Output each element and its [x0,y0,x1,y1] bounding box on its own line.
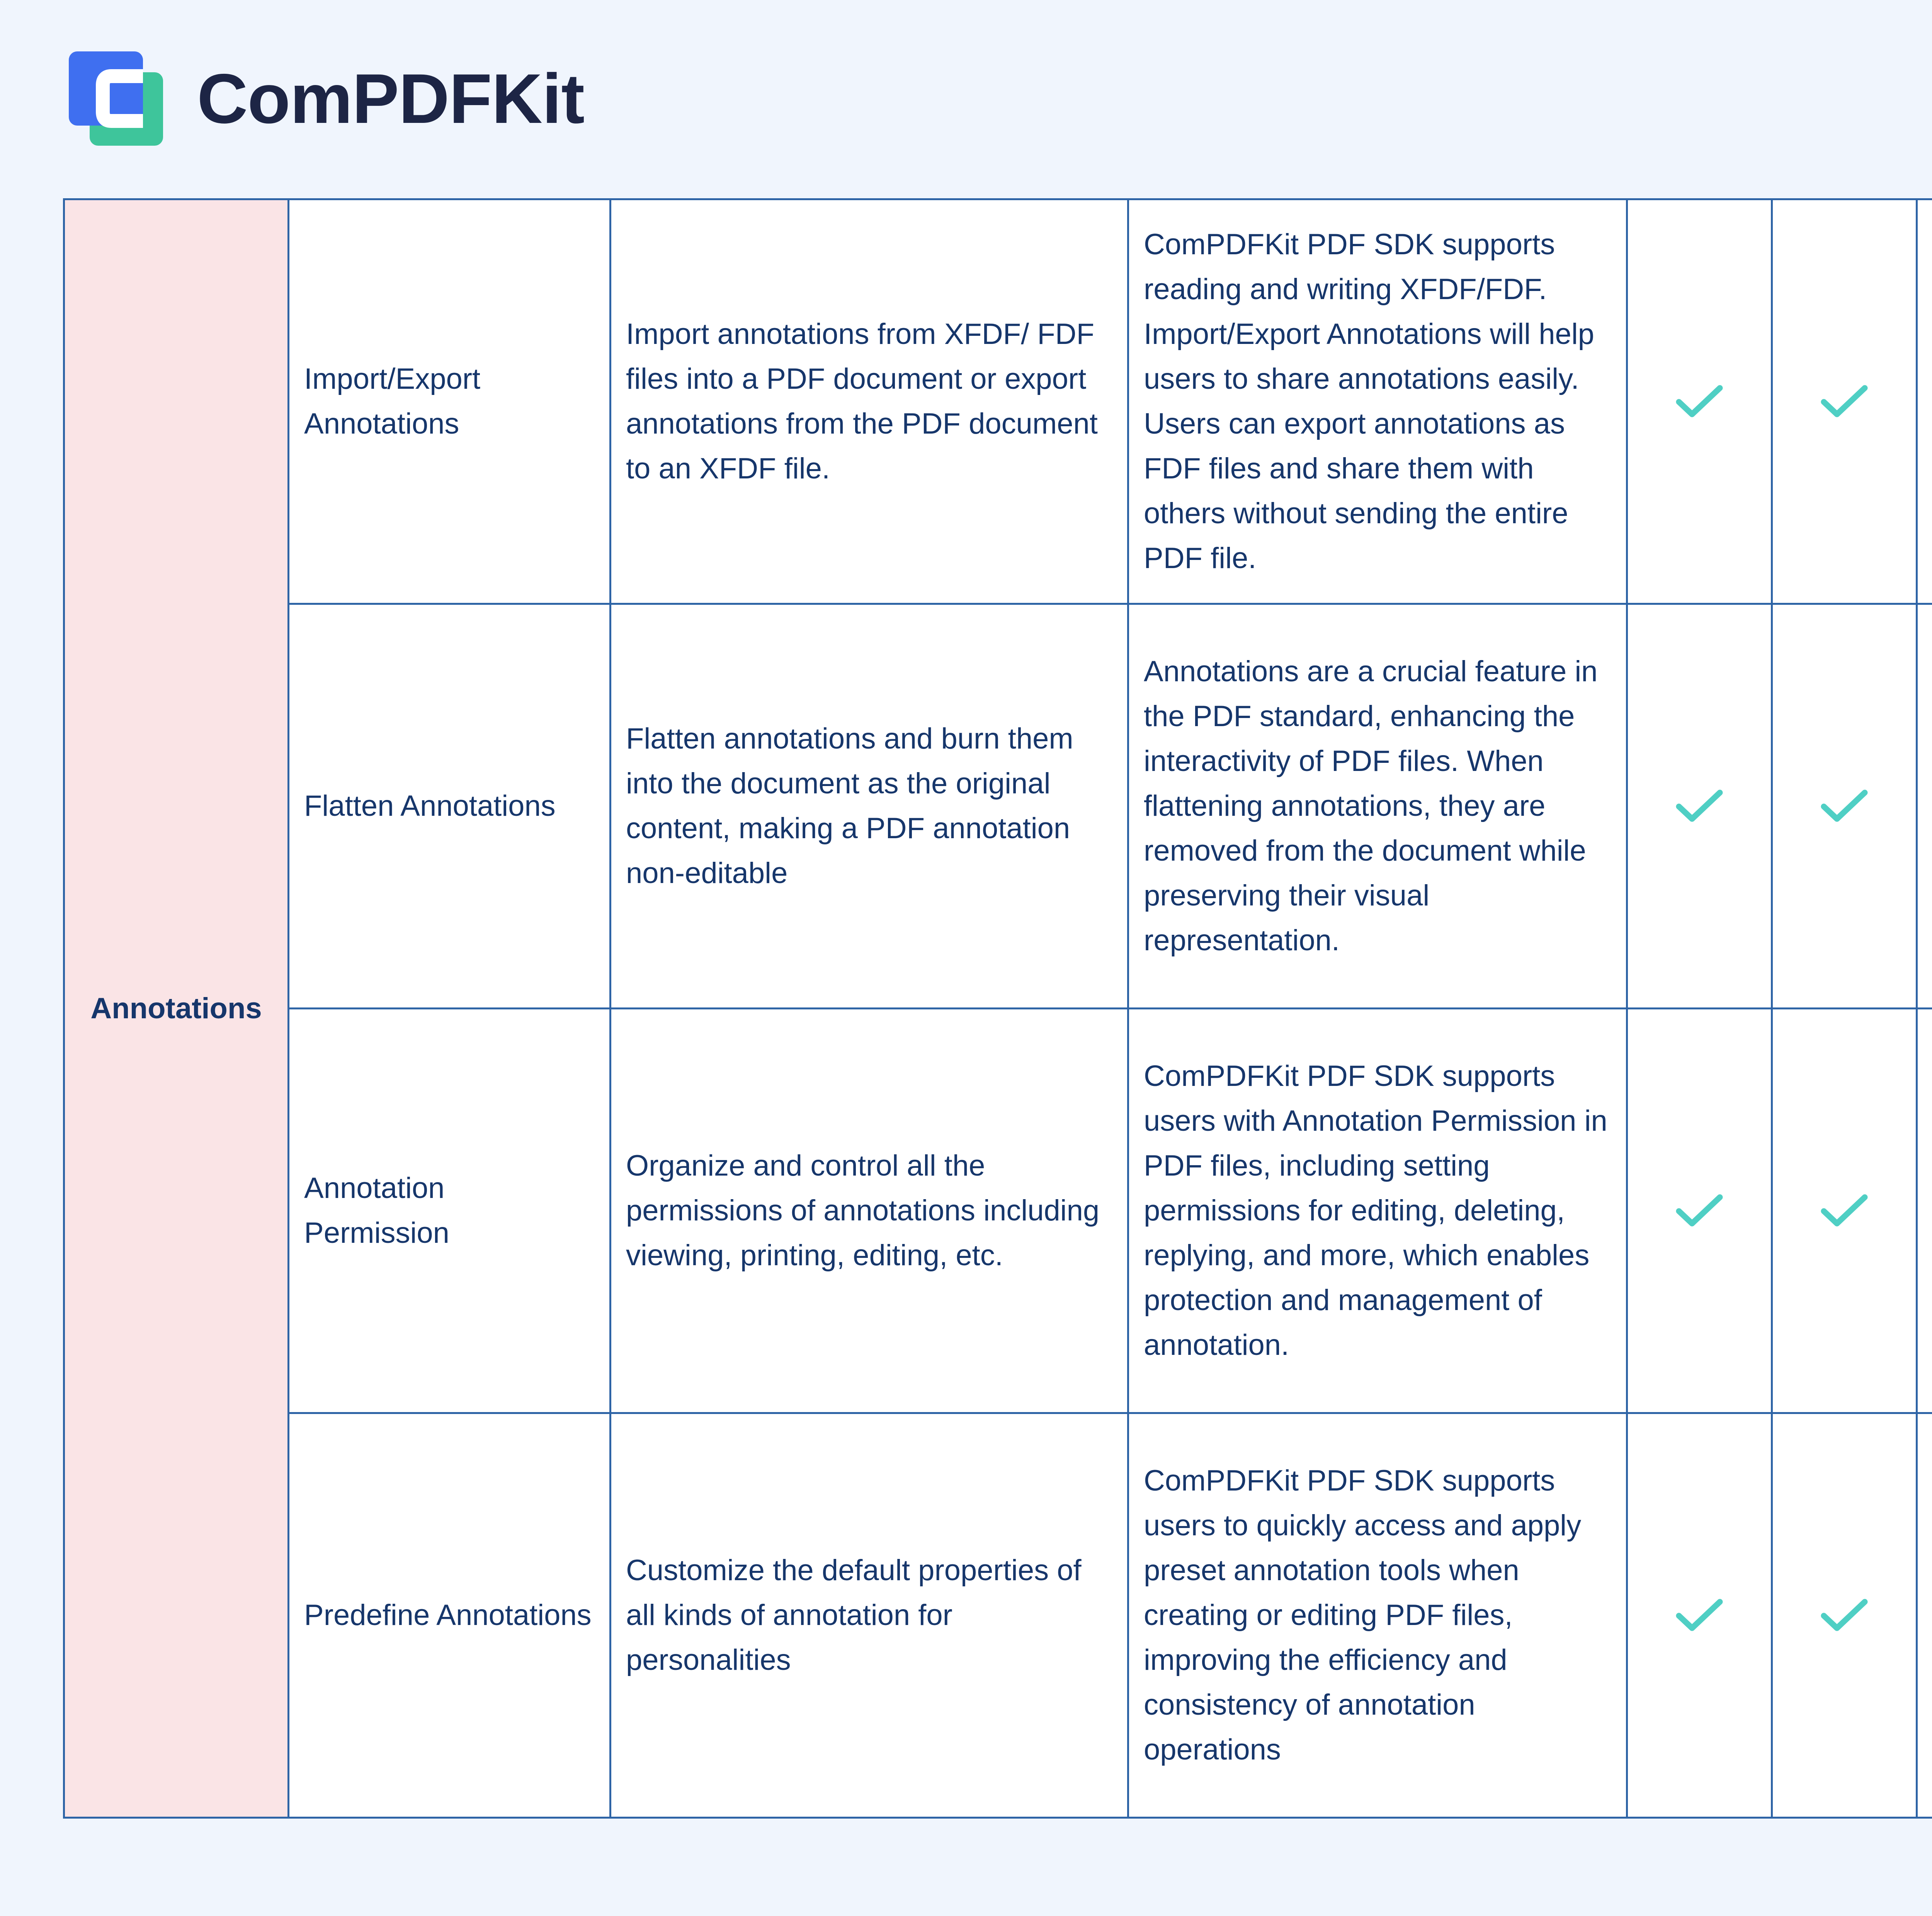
summary-cell [611,604,1128,1009]
feature-summary: Organize and control all the permissions of annotations including viewing, printing, editing, etc. [626,1149,1100,1272]
support-cell [1917,604,1932,1009]
summary-cell [611,199,1128,604]
feature-name: Flatten Annotations [304,790,556,822]
check-icon [1821,1598,1868,1633]
table-row [64,199,1932,604]
compdfkit-logo-icon [66,48,166,149]
support-cell [1627,1413,1772,1818]
support-cell [1917,199,1932,604]
feature-cell [289,604,611,1009]
table-row [64,604,1932,1009]
feature-details: Annotations are a crucial feature in the PDF standard, enhancing the interactivity of PDF files. When flattening annotations, they are removed from the document while preserving their visual representation. [1144,655,1598,957]
feature-cell [289,1413,611,1818]
brand-name: ComPDFKit [197,59,585,138]
support-cell [1772,1413,1917,1818]
table-row [64,1009,1932,1413]
feature-cell [289,1009,611,1413]
feature-summary: Import annotations from XFDF/ FDF files into a PDF document or export annotations from the PDF document to an XFDF file. [626,318,1098,485]
feature-summary: Flatten annotations and burn them into the document as the original content, making a PDF annotation non-editable [626,722,1073,890]
support-cell [1772,1009,1917,1413]
feature-table [63,198,1932,1809]
check-icon [1676,1193,1723,1228]
support-cell [1917,1413,1932,1818]
feature-details: ComPDFKit PDF SDK supports reading and writing XFDF/FDF. Import/Export Annotations will help users to share annotations easily. Users can export annotations as FDF files and share them with others without sending the entire PDF file. [1144,228,1594,575]
feature-name: Annotation Permission [304,1172,449,1249]
details-cell [1128,604,1627,1009]
check-icon [1821,1193,1868,1228]
support-cell [1772,199,1917,604]
feature-name: Import/Export Annotations [304,362,481,440]
feature-cell [289,199,611,604]
support-cell [1627,604,1772,1009]
details-cell [1128,1009,1627,1413]
support-cell [1627,1009,1772,1413]
check-icon [1821,384,1868,419]
feature-details: ComPDFKit PDF SDK supports users to quickly access and apply preset annotation tools when creating or editing PDF files, improving the efficiency and consistency of annotation operations [1144,1464,1582,1766]
check-icon [1676,1598,1723,1633]
check-icon [1676,384,1723,419]
check-icon [1676,789,1723,824]
check-icon [1821,789,1868,824]
feature-name: Predefine Annotations [304,1599,592,1632]
details-cell [1128,1413,1627,1818]
summary-cell [611,1009,1128,1413]
table-row [64,1413,1932,1818]
summary-cell [611,1413,1128,1818]
category-cell: Annotations [64,199,289,1818]
details-cell [1128,199,1627,604]
support-cell [1772,604,1917,1009]
feature-details: ComPDFKit PDF SDK supports users with Annotation Permission in PDF files, including setting permissions for editing, deleting, replying, and more, which enables protection and management of annotation. [1144,1060,1607,1361]
support-cell [1917,1009,1932,1413]
support-cell [1627,199,1772,604]
feature-summary: Customize the default properties of all kinds of annotation for personalities [626,1554,1082,1676]
header [66,48,584,149]
